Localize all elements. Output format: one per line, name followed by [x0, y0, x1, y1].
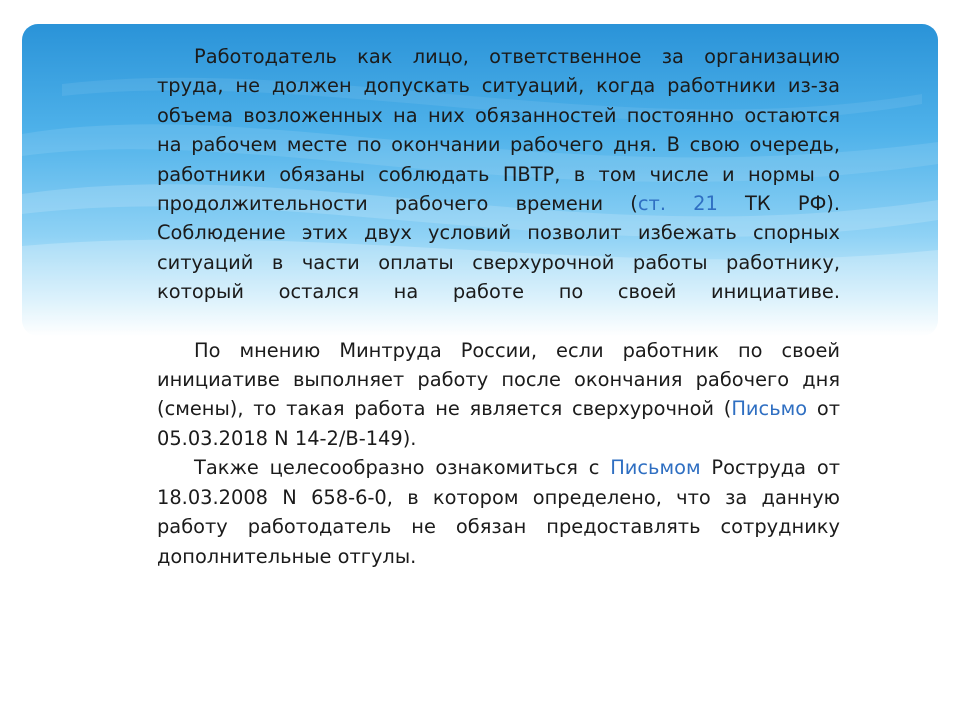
paragraph2-text-end: от 05.03.2018 N 14-2/В-149).	[157, 397, 841, 450]
paragraph3-text-start: Также целесообразно ознакомиться с	[194, 456, 611, 480]
article-21-link[interactable]: ст. 21	[637, 192, 718, 216]
paragraph2-text-start: По мнению Минтруда России, если работник по своей инициативе выполняет работу после окончания рабочего дня (смены), то такая работа не является сверхурочной (	[157, 338, 840, 421]
paragraph3-text-end: Роструда от 18.03.2008 N 658-6-0, в котором определено, что за данную работу работодатель не обязан предоставлять сотруднику дополнительные отгулы.	[157, 456, 840, 568]
letter-rostrud-link[interactable]: Письмом	[610, 456, 701, 480]
paragraph1-text-start: Работодатель как лицо, ответственное за организацию труда, не должен допускать ситуаций, когда работники из-за объема возложенных на них обязанностей постоянно остаются на рабочем месте по окончании рабочего дня. В свою очередь, работники обязаны соблюдать ПВТР, в том числе и нормы о продолжительности рабочего времени (	[157, 45, 840, 216]
paragraph1-text-end: ТК РФ). Соблюдение этих двух условий позволит избежать спорных ситуаций в части оплаты сверхурочной работы работнику, который остался на работе по своей инициативе.	[157, 192, 840, 304]
paragraph-mintrud-opinion	[157, 336, 840, 454]
body-text	[157, 42, 840, 571]
letter-mintrud-link[interactable]: Письмо	[731, 397, 808, 421]
paragraph-spacer	[157, 307, 840, 336]
paragraph-rostrud-letter	[157, 453, 840, 571]
paragraph-employer-duties	[157, 42, 840, 307]
